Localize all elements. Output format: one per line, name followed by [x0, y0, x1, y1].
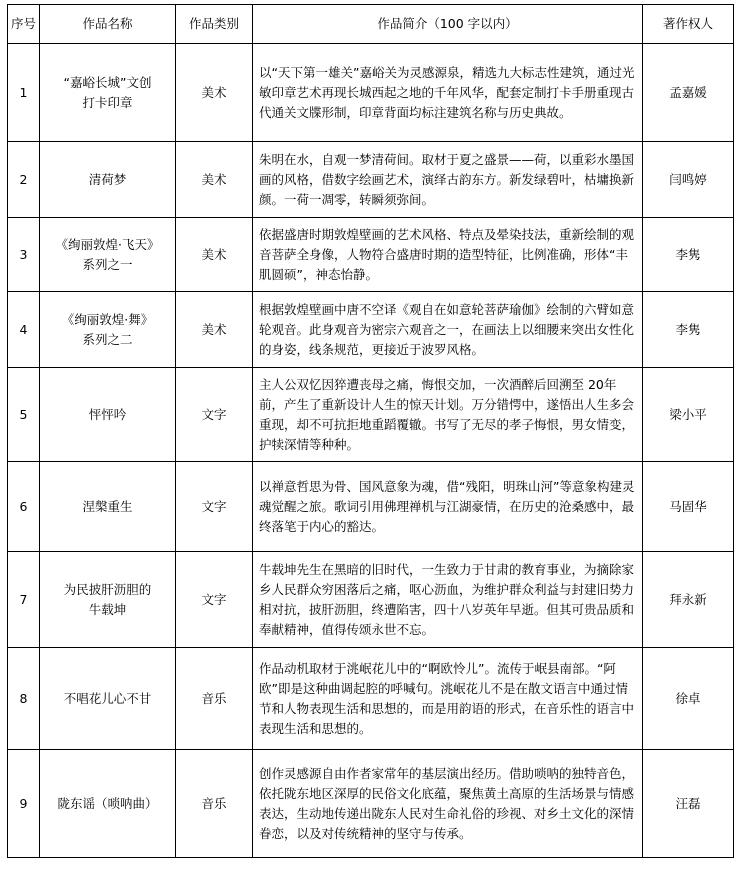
copyright-owner: 拜永新: [643, 552, 734, 648]
work-name-line: 系列之一: [82, 256, 133, 272]
work-description: 以“天下第一雄关”嘉峪关为灵感源泉，精选九大标志性建筑，通过光敏印章艺术再现长城西起之地的千年风华，配套定制打卡手册重现古代通关文牒形制，印章背面均标注建筑名称与历史典故。: [253, 44, 643, 142]
work-name-line: “嘉峪长城”文创: [63, 74, 152, 90]
work-category: 美术: [176, 292, 253, 368]
copyright-owner: 闫鸣婷: [643, 142, 734, 218]
table-row: [8, 648, 734, 750]
row-number: 3: [8, 218, 40, 292]
table-row: [8, 292, 734, 368]
row-number: 1: [8, 44, 40, 142]
header-category: 作品类别: [176, 5, 253, 44]
header-description: 作品简介（100 字以内）: [253, 5, 643, 44]
copyright-owner: 梁小平: [643, 368, 734, 462]
work-description: 主人公双忆因猝遭丧母之痛，悔恨交加，一次酒醉后回溯至 20年前，产生了重新设计人生的惊天计划。万分错愕中，遂悟出人生多会重现，却不可抗拒地重蹈覆辙。书写了无尽的孝子悔恨，男女情变，护犊深情等种种。: [253, 368, 643, 462]
copyright-owner: 马固华: [643, 462, 734, 552]
copyright-owner: 李隽: [643, 292, 734, 368]
work-name-line: 打卡印章: [82, 94, 133, 110]
header-row: [8, 5, 734, 44]
work-name: [40, 44, 176, 142]
work-name-line: 清荷梦: [88, 171, 127, 187]
work-category: 音乐: [176, 648, 253, 750]
table-row: [8, 142, 734, 218]
row-number: 7: [8, 552, 40, 648]
row-number: 6: [8, 462, 40, 552]
work-name: [40, 462, 176, 552]
work-name-line: 牛载坤: [88, 601, 127, 617]
row-number: 4: [8, 292, 40, 368]
work-description: 根据敦煌壁画中唐不空译《观自在如意轮菩萨瑜伽》绘制的六臂如意轮观音。此身观音为密宗六观音之一，在画法上以细腰来突出女性化的身姿，线条规范，更接近于波罗风格。: [253, 292, 643, 368]
work-description: 以禅意哲思为骨、国风意象为魂，借“残阳，明珠山河”等意象构建灵魂觉醒之旅。歌词引用佛理禅机与江湖豪情，在历史的沧桑感中，最终落笔于内心的豁达。: [253, 462, 643, 552]
work-description: 创作灵感源自由作者家常年的基层演出经历。借助唢呐的独特音色，依托陇东地区深厚的民俗文化底蕴，聚焦黄土高原的生活场景与情感表达，生动地传递出陇东人民对生命礼俗的珍视、对乡土文化的深情眷恋，以及对传统精神的坚守与传承。: [253, 750, 643, 858]
table-row: [8, 44, 734, 142]
header-no: 序号: [8, 5, 40, 44]
copyright-owner: 孟嘉媛: [643, 44, 734, 142]
row-number: 2: [8, 142, 40, 218]
work-name: [40, 292, 176, 368]
header-name: 作品名称: [40, 5, 176, 44]
work-description: 朱明在水，自观一梦清荷间。取材于夏之盛景——荷，以重彩水墨国画的风格，借数字绘画艺术，演绎古韵东方。新发绿碧叶，枯墉换新颜。一荷一凋零，转瞬须弥间。: [253, 142, 643, 218]
work-name: [40, 142, 176, 218]
table-row: [8, 552, 734, 648]
work-name-line: 不唱花儿心不甘: [63, 690, 152, 706]
work-description: 牛载坤先生在黑暗的旧时代，一生致力于甘肃的教育事业，为摘除家乡人民群众穷困落后之痛，呕心沥血，为维护群众利益与封建旧势力相对抗，披肝沥胆，终遭陷害，四十八岁英年早逝。但其可贵品质和奉献精神，值得传颂永世不忘。: [253, 552, 643, 648]
copyright-owner: 李隽: [643, 218, 734, 292]
work-category: 文字: [176, 552, 253, 648]
table-row: [8, 462, 734, 552]
table-row: [8, 368, 734, 462]
work-description: 作品动机取材于洮岷花儿中的“啊欧怜儿”。流传于岷县南部。“阿欧”即是这种曲调起腔的呼喊句。洮岷花儿不是在散文语言中通过情节和人物表现生活和思想的，而是用韵语的形式，在音乐性的语言中表现生活和思想的。: [253, 648, 643, 750]
work-description: 依据盛唐时期敦煌壁画的艺术风格、特点及晕染技法，重新绘制的观音菩萨全身像，人物符合盛唐时期的造型特征，比例准确，形体“丰肌圆硕”，神态怡静。: [253, 218, 643, 292]
table-row: [8, 750, 734, 858]
work-category: 音乐: [176, 750, 253, 858]
work-name: [40, 750, 176, 858]
work-category: 美术: [176, 142, 253, 218]
row-number: 9: [8, 750, 40, 858]
work-name: [40, 368, 176, 462]
work-name-line: 陇东谣（唢呐曲）: [57, 795, 158, 811]
work-category: 美术: [176, 44, 253, 142]
work-name: [40, 218, 176, 292]
header-author: 著作权人: [643, 5, 734, 44]
copyright-owner: 汪磊: [643, 750, 734, 858]
copyright-owner: 徐卓: [643, 648, 734, 750]
works-table: [7, 4, 734, 858]
work-name: [40, 552, 176, 648]
work-name-line: 系列之二: [82, 331, 133, 347]
work-name-line: 《绚丽敦煌·飞天》: [55, 236, 160, 252]
work-name-line: 怦怦吟: [88, 406, 127, 422]
work-category: 美术: [176, 218, 253, 292]
row-number: 8: [8, 648, 40, 750]
table-row: [8, 218, 734, 292]
work-name-line: 为民披肝沥胆的: [63, 581, 152, 597]
work-name-line: 《绚丽敦煌·舞》: [61, 311, 154, 327]
work-name-line: 涅槃重生: [82, 498, 133, 514]
row-number: 5: [8, 368, 40, 462]
work-category: 文字: [176, 368, 253, 462]
work-category: 文字: [176, 462, 253, 552]
work-name: [40, 648, 176, 750]
